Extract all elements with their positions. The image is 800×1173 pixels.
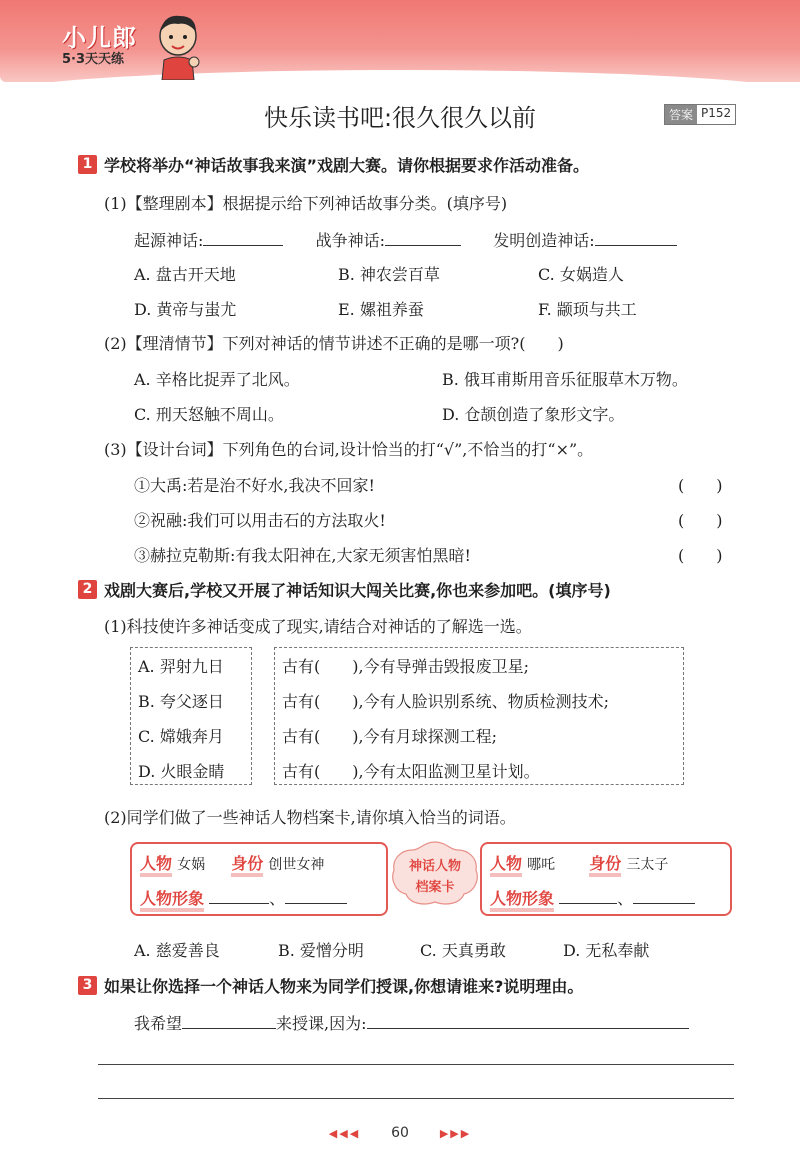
page-footer (0, 1125, 800, 1141)
card2-image-label: 人物形象 (490, 889, 554, 912)
q2-part2-prompt: (2)同学们做了一些神话人物档案卡,请你填入恰当的词语。 (104, 808, 516, 827)
q1-option-b: B. 神农尝百草 (338, 265, 440, 284)
category-origin-label: 起源神话: (134, 231, 204, 250)
card2-blank-2[interactable] (633, 888, 695, 904)
tech-line-1: 古有( ),今有导弹击毁报废卫星; (282, 657, 529, 676)
q1-option-d: D. 黄帝与蚩尤 (134, 300, 237, 319)
question-1-text: 学校将举办“神话故事我来演”戏剧大赛。请你根据要求作活动准备。 (104, 156, 590, 175)
card2-blank-1[interactable] (559, 888, 617, 904)
mascot-icon (150, 10, 206, 80)
question-number-3: 3 (78, 976, 97, 995)
card2-role-label: 身份 (589, 854, 621, 877)
q1-part2-option-c: C. 刑天怒触不周山。 (134, 405, 284, 424)
q1-line-1: ①大禹:若是治不好水,我决不回家! (134, 476, 375, 495)
card2-person: 哪吒 (527, 857, 556, 873)
brand-logo (62, 26, 137, 66)
card2-row2 (490, 886, 695, 909)
next-arrows-icon: ▶▶▶ (439, 1127, 472, 1140)
card1-separator: 、 (269, 889, 286, 908)
q1-option-a: A. 盘古开天地 (134, 265, 236, 284)
q3-come-label: 来授课,因为: (276, 1014, 367, 1033)
q1-part2-prompt: (2)【理清情节】下列对神话的情节讲述不正确的是哪一项?( ) (104, 334, 564, 353)
prev-arrows-icon: ◀◀◀ (328, 1127, 361, 1140)
card1-person: 女娲 (177, 857, 206, 873)
answer-label: 答案 (665, 105, 697, 124)
tech-line-2: 古有( ),今有人脸识别系统、物质检测技术; (282, 692, 609, 711)
category-origin-blank[interactable] (203, 230, 283, 246)
category-invention-blank[interactable] (595, 230, 677, 246)
q3-person-blank[interactable] (182, 1013, 276, 1029)
answer-reference (664, 104, 736, 125)
q2-word-d: D. 无私奉献 (563, 941, 650, 960)
badge-bottom-text: 档案卡 (415, 880, 455, 895)
question-number-2: 2 (78, 580, 97, 599)
myth-b: B. 夸父逐日 (138, 692, 224, 711)
card1-row2 (140, 886, 347, 909)
q1-option-c: C. 女娲造人 (538, 265, 624, 284)
card2-row1 (490, 851, 668, 874)
card1-blank-1[interactable] (209, 888, 269, 904)
q1-line-1-answer[interactable]: ( ) (678, 476, 723, 495)
tech-line-3: 古有( ),今有月球探测工程; (282, 727, 497, 746)
q2-word-c: C. 天真勇敢 (420, 941, 506, 960)
card2-role: 三太子 (626, 857, 669, 873)
profile-card-badge (388, 840, 482, 908)
card1-role-label: 身份 (231, 854, 263, 877)
q2-part1-prompt: (1)科技使许多神话变成了现实,请结合对神话的了解选一选。 (104, 617, 532, 636)
q2-word-a: A. 慈爱善良 (134, 941, 220, 960)
question-3-text: 如果让你选择一个神话人物来为同学们授课,你想请谁来?说明理由。 (104, 977, 584, 996)
q1-part3-prompt: (3)【设计台词】下列角色的台词,设计恰当的打“√”,不恰当的打“×”。 (104, 440, 594, 459)
myth-a: A. 羿射九日 (138, 657, 224, 676)
category-war-blank[interactable] (385, 230, 461, 246)
category-war-label: 战争神话: (315, 231, 385, 250)
question-number-1: 1 (78, 155, 97, 174)
page-number: 60 (391, 1125, 409, 1141)
page-title: 快乐读书吧:很久很久以前 (263, 104, 537, 132)
q1-category-row (134, 228, 677, 251)
q1-line-3: ③赫拉克勒斯:有我太阳神在,大家无须害怕黑暗! (134, 546, 471, 565)
q1-line-2-answer[interactable]: ( ) (678, 511, 723, 530)
card1-image-label: 人物形象 (140, 889, 204, 912)
q3-answer-row (134, 1011, 689, 1034)
q1-line-2: ②祝融:我们可以用击石的方法取火! (134, 511, 386, 530)
category-invention-label: 发明创造神话: (493, 231, 595, 250)
q2-word-b: B. 爱憎分明 (278, 941, 364, 960)
q1-line-3-answer[interactable]: ( ) (678, 546, 723, 565)
q3-reason-blank[interactable] (367, 1013, 689, 1029)
brand-name: 小儿郎 (62, 24, 137, 52)
card1-blank-2[interactable] (285, 888, 347, 904)
q1-part2-option-b: B. 俄耳甫斯用音乐征服草木万物。 (442, 370, 688, 389)
card1-role: 创世女神 (268, 857, 325, 873)
q1-part1-prompt: (1)【整理剧本】根据提示给下列神话故事分类。(填序号) (104, 194, 508, 213)
card2-separator: 、 (617, 889, 634, 908)
card1-row1 (140, 851, 324, 874)
q1-option-f: F. 颛顼与共工 (538, 300, 637, 319)
q1-part2-option-a: A. 辛格比捉弄了北风。 (134, 370, 300, 389)
answer-line-2[interactable] (98, 1098, 734, 1099)
answer-line-1[interactable] (98, 1064, 734, 1065)
card1-person-label: 人物 (140, 854, 172, 877)
q1-option-e: E. 嫘祖养蚕 (338, 300, 424, 319)
myth-d: D. 火眼金睛 (138, 762, 225, 781)
badge-top-text: 神话人物 (408, 859, 462, 874)
card2-person-label: 人物 (490, 854, 522, 877)
q1-part2-option-d: D. 仓颉创造了象形文字。 (442, 405, 625, 424)
myth-c: C. 嫦娥奔月 (138, 727, 224, 746)
q3-hope-label: 我希望 (134, 1014, 183, 1033)
question-2-text: 戏剧大赛后,学校又开展了神话知识大闯关比赛,你也来参加吧。(填序号) (104, 581, 611, 600)
tech-line-4: 古有( ),今有太阳监测卫星计划。 (282, 762, 540, 781)
answer-page: P152 (697, 105, 735, 124)
brand-subtitle: 5·3天天练 (62, 52, 125, 67)
